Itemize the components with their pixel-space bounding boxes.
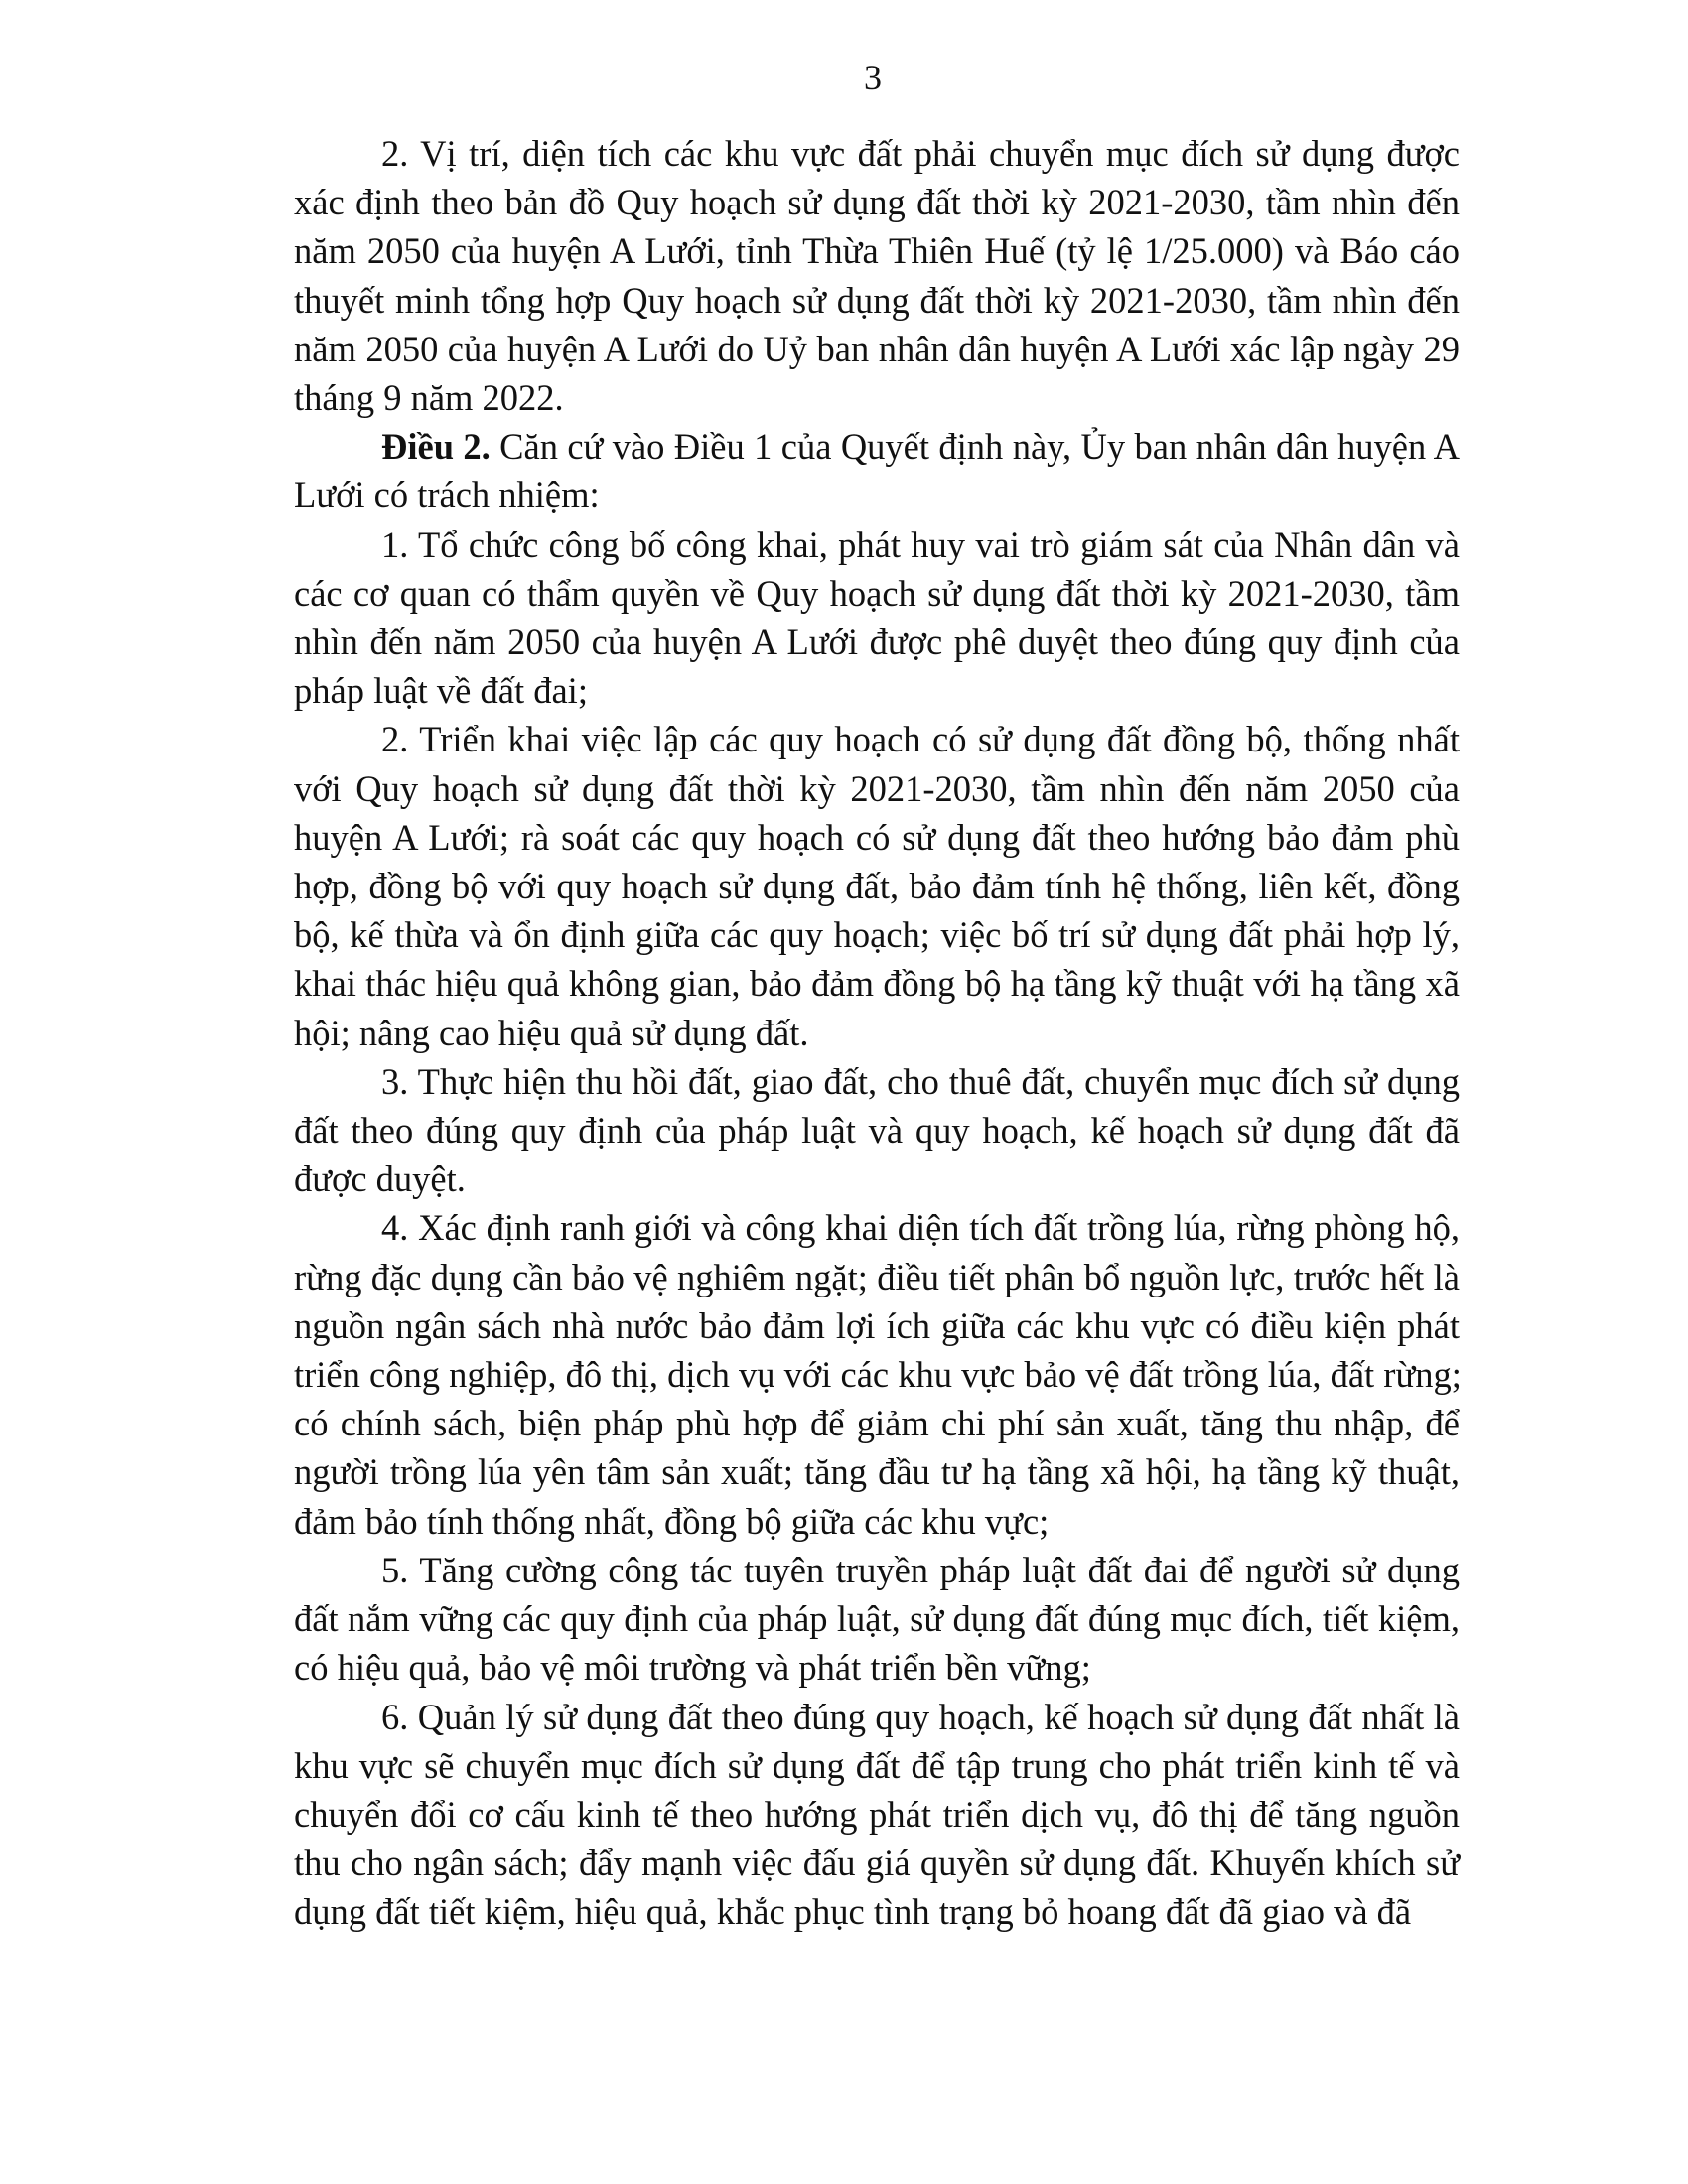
article-heading: Điều 2. — [381, 426, 491, 468]
text-line: rừng đặc dụng cần bảo vệ nghiêm ngặt; điều tiết phân bổ nguồn lực, trước hết là — [294, 1256, 1460, 1297]
text-line: huyện A Lưới; rà soát các quy hoạch có sử dụng đất theo hướng bảo đảm phù — [294, 816, 1460, 858]
paragraph-p7 — [294, 1546, 1460, 1693]
text-line: thu cho ngân sách; đẩy mạnh việc đấu giá quyền sử dụng đất. Khuyến khích sử — [294, 1843, 1460, 1884]
text-line: có chính sách, biện pháp phù hợp để giảm chi phí sản xuất, tăng thu nhập, để — [294, 1403, 1460, 1444]
text-line: 5. Tăng cường công tác tuyên truyền pháp luật đất đai để người sử dụng — [381, 1549, 1460, 1590]
paragraph-p2 — [294, 422, 1460, 519]
text-line: khu vực sẽ chuyển mục đích sử dụng đất để tập trung cho phát triển kinh tế và — [294, 1744, 1460, 1786]
text-line: người trồng lúa yên tâm sản xuất; tăng đầu tư hạ tầng xã hội, hạ tầng kỹ thuật, — [294, 1451, 1460, 1493]
text-line: dụng đất tiết kiệm, hiệu quả, khắc phục tình trạng bỏ hoang đất đã giao và đã — [294, 1891, 1412, 1933]
text-line: đất nắm vững các quy định của pháp luật, sử dụng đất đúng mục đích, tiết kiệm, — [294, 1598, 1460, 1640]
text-line: 6. Quản lý sử dụng đất theo đúng quy hoạch, kế hoạch sử dụng đất nhất là — [381, 1696, 1460, 1737]
page-number: 3 — [864, 58, 882, 97]
text-line: được duyệt. — [294, 1159, 466, 1200]
document-body — [294, 129, 1460, 1937]
text-line: với Quy hoạch sử dụng đất thời kỳ 2021-2030, tầm nhìn đến năm 2050 của — [294, 767, 1460, 809]
text-line: 1. Tổ chức công bố công khai, phát huy vai trò giám sát của Nhân dân và — [381, 523, 1460, 565]
text-line: thuyết minh tổng hợp Quy hoạch sử dụng đất thời kỳ 2021-2030, tầm nhìn đến — [294, 279, 1460, 321]
text-line: các cơ quan có thẩm quyền về Quy hoạch sử dụng đất thời kỳ 2021-2030, tầm — [294, 572, 1460, 614]
text-line: có hiệu quả, bảo vệ môi trường và phát triển bền vững; — [294, 1647, 1091, 1689]
paragraph-p4 — [294, 715, 1460, 1056]
paragraph-p8 — [294, 1693, 1460, 1937]
text-line: năm 2050 của huyện A Lưới do Uỷ ban nhân dân huyện A Lưới xác lập ngày 29 — [294, 328, 1460, 369]
article-text: Căn cứ vào Điều 1 của Quyết định này, Ủy ban nhân dân huyện A — [490, 426, 1460, 468]
text-line — [294, 422, 1460, 471]
text-line: triển công nghiệp, đô thị, dịch vụ với các khu vực bảo vệ đất trồng lúa, đất rừng; — [294, 1354, 1462, 1396]
text-line: chuyển đổi cơ cấu kinh tế theo hướng phát triển dịch vụ, đô thị để tăng nguồn — [294, 1793, 1460, 1835]
text-line: đất theo đúng quy định của pháp luật và quy hoạch, kế hoạch sử dụng đất đã — [294, 1110, 1460, 1152]
text-line: tháng 9 năm 2022. — [294, 377, 564, 419]
text-line: đảm bảo tính thống nhất, đồng bộ giữa các khu vực; — [294, 1500, 1050, 1542]
text-line: 2. Vị trí, diện tích các khu vực đất phải chuyển mục đích sử dụng được — [381, 133, 1460, 174]
text-line: nhìn đến năm 2050 của huyện A Lưới được phê duyệt theo đúng quy định của — [294, 621, 1460, 663]
paragraph-p5 — [294, 1057, 1460, 1204]
text-line: hợp, đồng bộ với quy hoạch sử dụng đất, bảo đảm tính hệ thống, liên kết, đồng — [294, 866, 1460, 907]
text-line: 3. Thực hiện thu hồi đất, giao đất, cho thuê đất, chuyển mục đích sử dụng — [381, 1060, 1460, 1102]
paragraph-p3 — [294, 520, 1460, 716]
text-line: 2. Triển khai việc lập các quy hoạch có sử dụng đất đồng bộ, thống nhất — [381, 719, 1460, 760]
text-line: nguồn ngân sách nhà nước bảo đảm lợi ích giữa các khu vực có điều kiện phát — [294, 1304, 1460, 1346]
text-line: hội; nâng cao hiệu quả sử dụng đất. — [294, 1012, 809, 1053]
text-line: khai thác hiệu quả không gian, bảo đảm đồng bộ hạ tầng kỹ thuật với hạ tầng xã — [294, 963, 1460, 1005]
text-line: năm 2050 của huyện A Lưới, tỉnh Thừa Thiên Huế (tỷ lệ 1/25.000) và Báo cáo — [294, 230, 1460, 272]
text-line: pháp luật về đất đai; — [294, 670, 588, 712]
text-line: Lưới có trách nhiệm: — [294, 475, 600, 516]
text-line: bộ, kế thừa và ổn định giữa các quy hoạch; việc bố trí sử dụng đất phải hợp lý, — [294, 914, 1460, 956]
paragraph-p6 — [294, 1203, 1460, 1545]
paragraph-p1 — [294, 129, 1460, 422]
text-line: 4. Xác định ranh giới và công khai diện tích đất trồng lúa, rừng phòng hộ, — [381, 1207, 1460, 1249]
text-line: xác định theo bản đồ Quy hoạch sử dụng đất thời kỳ 2021-2030, tầm nhìn đến — [294, 182, 1460, 223]
